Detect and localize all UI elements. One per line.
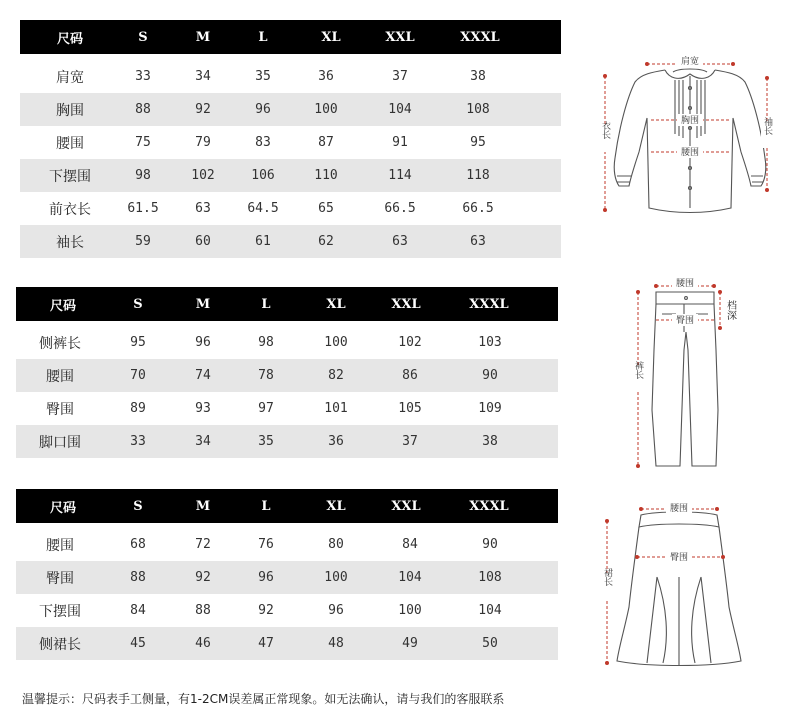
table-cell: 105: [398, 401, 422, 416]
table-cell: 78: [258, 368, 274, 383]
pants-illustration: [620, 270, 770, 470]
table-cell: 72: [195, 537, 211, 552]
label-length: 裙长: [602, 568, 612, 586]
table-cell: 86: [402, 368, 418, 383]
row-label: 臀围: [46, 401, 74, 418]
pants-diagram: [620, 270, 770, 470]
table-row: [20, 126, 561, 159]
table-cell: 92: [258, 603, 274, 618]
table-cell: 103: [478, 335, 502, 350]
header-cell: 尺码: [49, 298, 76, 314]
header-cell: L: [261, 498, 271, 514]
table-cell: 38: [470, 69, 486, 84]
label-shoulder: 肩宽: [680, 57, 700, 67]
footer-note: 温馨提示：尺码表手工侧量，有1-2CM误差属正常现象。如无法确认，请与我们的客服联系: [22, 692, 505, 706]
table-header: [16, 287, 558, 321]
table-cell: 96: [258, 570, 274, 585]
table-cell: 97: [258, 401, 274, 416]
header-cell: XXXL: [460, 29, 500, 45]
row-label: 下摆围: [49, 168, 91, 185]
skirt-diagram: [597, 497, 747, 667]
table-cell: 96: [195, 335, 211, 350]
table-row: [20, 225, 561, 258]
table-row: [16, 359, 558, 392]
header-cell: L: [261, 296, 271, 312]
table-cell: 46: [195, 636, 211, 651]
table-cell: 92: [195, 102, 211, 117]
table-cell: 84: [402, 537, 418, 552]
header-cell: 尺码: [49, 500, 76, 516]
table-cell: 88: [130, 570, 146, 585]
table-cell: 100: [324, 570, 348, 585]
table-cell: 37: [392, 69, 408, 84]
table-cell: 83: [255, 135, 271, 150]
table-cell: 36: [328, 434, 344, 449]
shirt-illustration: [595, 48, 785, 218]
table-cell: 95: [470, 135, 486, 150]
table-row: [16, 528, 558, 561]
table-cell: 61: [255, 234, 271, 249]
table-row: [20, 60, 561, 93]
table-cell: 70: [130, 368, 146, 383]
table-cell: 33: [130, 434, 146, 449]
row-label: 臀围: [46, 570, 74, 587]
table-cell: 64.5: [247, 201, 279, 216]
table-cell: 66.5: [384, 201, 416, 216]
table-cell: 79: [195, 135, 211, 150]
header-cell: XXL: [391, 296, 421, 312]
table-cell: 92: [195, 570, 211, 585]
label-waist: 腰围: [669, 504, 689, 514]
table-cell: 118: [466, 168, 490, 183]
table-cell: 76: [258, 537, 274, 552]
table-cell: 75: [135, 135, 151, 150]
table-cell: 108: [466, 102, 490, 117]
table-cell: 104: [398, 570, 422, 585]
table-cell: 63: [392, 234, 408, 249]
table-cell: 63: [195, 201, 211, 216]
table-cell: 98: [258, 335, 274, 350]
table-row: [16, 392, 558, 425]
row-label: 脚口围: [39, 434, 81, 451]
table-cell: 38: [482, 434, 498, 449]
header-cell: XXL: [385, 29, 415, 45]
label-length: 裤长: [633, 361, 643, 379]
row-label: 侧裙长: [39, 636, 81, 653]
header-cell: M: [195, 296, 211, 312]
table-cell: 74: [195, 368, 211, 383]
row-label: 袖长: [56, 234, 84, 251]
table-cell: 35: [258, 434, 274, 449]
header-cell: XL: [326, 498, 346, 514]
table-cell: 59: [135, 234, 151, 249]
header-cell: XL: [321, 29, 341, 45]
table-cell: 90: [482, 368, 498, 383]
table-row: [16, 326, 558, 359]
table-row: [20, 93, 561, 126]
table-cell: 109: [478, 401, 502, 416]
header-cell: 尺码: [56, 31, 83, 47]
table-cell: 87: [318, 135, 334, 150]
row-label: 侧裤长: [39, 335, 81, 352]
table-cell: 90: [482, 537, 498, 552]
table-cell: 50: [482, 636, 498, 651]
table-cell: 91: [392, 135, 408, 150]
label-hip: 臀围: [675, 316, 695, 326]
header-cell: XXXL: [469, 498, 509, 514]
header-cell: S: [133, 296, 143, 312]
table-cell: 37: [402, 434, 418, 449]
table-cell: 34: [195, 434, 211, 449]
table-cell: 96: [328, 603, 344, 618]
table-row: [16, 561, 558, 594]
table-cell: 45: [130, 636, 146, 651]
size-table-pants: [16, 287, 558, 458]
table-cell: 65: [318, 201, 334, 216]
label-waist: 腰围: [675, 279, 695, 289]
size-table-tops: [20, 20, 561, 258]
table-cell: 49: [402, 636, 418, 651]
header-cell: XXXL: [469, 296, 509, 312]
table-row: [16, 627, 558, 660]
header-cell: XXL: [391, 498, 421, 514]
skirt-illustration: [597, 497, 747, 667]
table-cell: 84: [130, 603, 146, 618]
label-chest: 胸围: [680, 116, 700, 126]
header-cell: M: [195, 29, 211, 45]
table-cell: 80: [328, 537, 344, 552]
table-cell: 98: [135, 168, 151, 183]
table-cell: 104: [388, 102, 412, 117]
table-cell: 88: [195, 603, 211, 618]
table-cell: 62: [318, 234, 334, 249]
header-cell: S: [133, 498, 143, 514]
label-hip: 臀围: [669, 553, 689, 563]
table-cell: 48: [328, 636, 344, 651]
table-header: [20, 20, 561, 54]
table-cell: 36: [318, 69, 334, 84]
table-cell: 47: [258, 636, 274, 651]
table-row: [16, 425, 558, 458]
table-header: [16, 489, 558, 523]
table-cell: 102: [191, 168, 215, 183]
row-label: 胸围: [56, 102, 84, 119]
table-cell: 34: [195, 69, 211, 84]
table-cell: 100: [314, 102, 338, 117]
row-label: 腰围: [46, 368, 74, 385]
table-row: [20, 159, 561, 192]
table-cell: 61.5: [127, 201, 159, 216]
table-cell: 60: [195, 234, 211, 249]
table-cell: 108: [478, 570, 502, 585]
table-cell: 100: [398, 603, 422, 618]
table-cell: 63: [470, 234, 486, 249]
size-table-skirt: [16, 489, 558, 660]
table-cell: 100: [324, 335, 348, 350]
header-cell: M: [195, 498, 211, 514]
table-cell: 93: [195, 401, 211, 416]
table-cell: 33: [135, 69, 151, 84]
label-rise: 档深: [724, 300, 736, 320]
table-cell: 114: [388, 168, 412, 183]
table-cell: 106: [251, 168, 275, 183]
header-cell: S: [138, 29, 148, 45]
table-cell: 95: [130, 335, 146, 350]
row-label: 腰围: [56, 135, 84, 152]
table-cell: 82: [328, 368, 344, 383]
row-label: 下摆围: [39, 603, 81, 620]
table-cell: 68: [130, 537, 146, 552]
label-sleeve: 袖长: [762, 117, 772, 135]
table-cell: 35: [255, 69, 271, 84]
shirt-diagram: [595, 48, 785, 218]
table-cell: 88: [135, 102, 151, 117]
table-cell: 96: [255, 102, 271, 117]
table-cell: 104: [478, 603, 502, 618]
table-cell: 102: [398, 335, 422, 350]
header-cell: L: [258, 29, 268, 45]
table-row: [20, 192, 561, 225]
row-label: 肩宽: [56, 69, 84, 86]
label-waist: 腰围: [680, 148, 700, 158]
row-label: 前衣长: [49, 201, 91, 218]
row-label: 腰围: [46, 537, 74, 554]
label-length: 衣长: [600, 121, 610, 139]
table-cell: 101: [324, 401, 348, 416]
table-row: [16, 594, 558, 627]
table-cell: 89: [130, 401, 146, 416]
table-cell: 66.5: [462, 201, 494, 216]
table-cell: 110: [314, 168, 338, 183]
header-cell: XL: [326, 296, 346, 312]
